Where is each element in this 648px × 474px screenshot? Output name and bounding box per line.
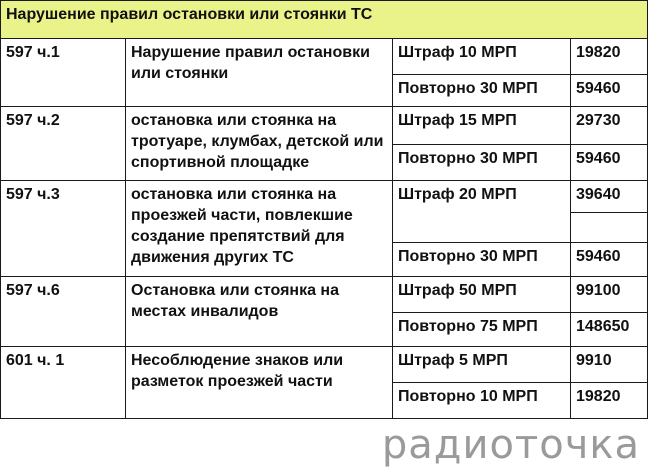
fine-amount-cell: 99100: [571, 277, 648, 313]
table-row: [1, 347, 648, 383]
description-cell: остановка или стоянка на проезжей части, повлекшие создание препятствий для движения других ТС: [126, 181, 393, 277]
repeat-amount-cell: 148650: [571, 313, 648, 347]
fine-label-cell: Штраф 20 МРП: [393, 181, 571, 243]
repeat-amount-cell: 59460: [571, 75, 648, 107]
table-title-row: [1, 1, 648, 39]
description-cell: Нарушение правил остановки или стоянки: [126, 39, 393, 107]
repeat-label-cell: Повторно 30 МРП: [393, 145, 571, 181]
table-row: [1, 39, 648, 75]
repeat-label-cell: Повторно 30 МРП: [393, 243, 571, 277]
fine-amount-cell: 29730: [571, 107, 648, 145]
repeat-amount-cell: 59460: [571, 243, 648, 277]
article-cell: 597 ч.6: [1, 277, 126, 347]
article-cell: 601 ч. 1: [1, 347, 126, 419]
article-cell: 597 ч.2: [1, 107, 126, 181]
description-cell: Несоблюдение знаков или разметок проезжей части: [126, 347, 393, 419]
repeat-amount-cell: 19820: [571, 383, 648, 419]
fine-label-cell: Штраф 5 МРП: [393, 347, 571, 383]
fine-label-cell: Штраф 10 МРП: [393, 39, 571, 75]
fine-label-cell: Штраф 50 МРП: [393, 277, 571, 313]
article-cell: 597 ч.3: [1, 181, 126, 277]
description-cell: остановка или стоянка на тротуаре, клумбах, детской или спортивной площадке: [126, 107, 393, 181]
table-title: Нарушение правил остановки или стоянки ТС: [1, 1, 648, 39]
description-cell: Остановка или стоянка на местах инвалидов: [126, 277, 393, 347]
fine-amount-cell: 9910: [571, 347, 648, 383]
repeat-label-cell: Повторно 30 МРП: [393, 75, 571, 107]
table-row: [1, 277, 648, 313]
article-cell: 597 ч.1: [1, 39, 126, 107]
repeat-label-cell: Повторно 75 МРП: [393, 313, 571, 347]
fine-label-cell: Штраф 15 МРП: [393, 107, 571, 145]
repeat-amount-cell: 59460: [571, 145, 648, 181]
table-row: [1, 181, 648, 213]
table-row: [1, 107, 648, 145]
empty-cell: [571, 213, 648, 243]
watermark-logo: радиоточка: [381, 422, 640, 468]
fine-amount-cell: 19820: [571, 39, 648, 75]
fine-amount-cell: 39640: [571, 181, 648, 213]
repeat-label-cell: Повторно 10 МРП: [393, 383, 571, 419]
